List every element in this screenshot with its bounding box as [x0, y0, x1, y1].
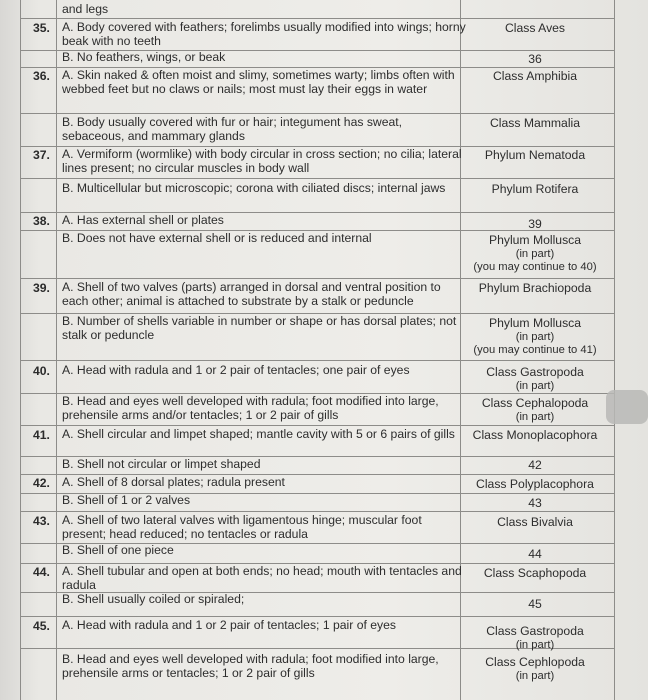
result-note: (in part) — [515, 331, 555, 343]
column-divider-number — [56, 0, 57, 700]
couplet-option-a: A. Body covered with feathers; forelimbs usually modified into wings; horny beak with no teeth — [62, 20, 466, 48]
row-divider — [20, 18, 614, 19]
couplet-option-a: A. Shell of two lateral valves with ligamentous hinge; muscular foot present; head reduced; no tentacles or radula — [62, 513, 422, 541]
result-note: (in part) — [515, 670, 555, 682]
couplet-result-b: Class Mammalia — [489, 116, 581, 130]
row-divider — [20, 616, 614, 617]
couplet-number: 45. — [33, 619, 50, 633]
couplet-number: 39. — [33, 281, 50, 295]
result-note: (you may continue to 40) — [473, 261, 597, 273]
result-taxon: Class Cephlopoda — [485, 655, 585, 669]
couplet-result-b: Phylum Rotifera — [491, 182, 579, 196]
carryover-text: and legs — [62, 2, 109, 16]
couplet-result-b — [460, 316, 610, 357]
result-taxon: Class Gastropoda — [486, 624, 584, 638]
couplet-result-a: Class Monoplacophora — [472, 428, 598, 442]
couplet-number: 35. — [33, 21, 50, 35]
couplet-option-b: B. Shell not circular or limpet shaped — [62, 457, 261, 471]
table-border-right — [614, 0, 615, 700]
result-note: (in part) — [515, 639, 555, 651]
couplet-number: 40. — [33, 364, 50, 378]
result-note: (you may continue to 41) — [473, 344, 597, 356]
couplet-result-a — [460, 365, 610, 393]
couplet-result-a: Phylum Brachiopoda — [478, 281, 592, 295]
couplet-number: 41. — [33, 428, 50, 442]
couplet-option-b: B. No feathers, wings, or beak — [62, 50, 226, 64]
result-taxon: Phylum Mollusca — [488, 316, 582, 330]
couplet-number: 43. — [33, 514, 50, 528]
couplet-result-a: Phylum Nematoda — [484, 148, 586, 162]
table-border-left — [20, 0, 21, 700]
result-taxon: Phylum Mollusca — [488, 233, 582, 247]
couplet-option-b: B. Number of shells variable in number or shape or has dorsal plates; not stalk or peduncle — [62, 314, 457, 342]
couplet-result-a: Class Bivalvia — [497, 515, 573, 529]
couplet-option-a: A. Has external shell or plates — [62, 213, 224, 227]
couplet-option-a: A. Shell of 8 dorsal plates; radula present — [62, 475, 285, 489]
couplet-result-a: Class Scaphopoda — [483, 566, 587, 580]
couplet-result-a: 39 — [528, 217, 542, 231]
couplet-option-a: A. Skin naked & often moist and slimy, sometimes warty; limbs often with webbed feet but no claws or nails; most must lay their eggs in water — [62, 68, 455, 96]
couplet-option-a: A. Head with radula and 1 or 2 pair of tentacles; 1 pair of eyes — [62, 618, 396, 632]
row-divider — [20, 178, 614, 179]
couplet-result-b: 43 — [528, 496, 542, 510]
couplet-number: 36. — [33, 69, 50, 83]
couplet-result-a — [460, 624, 610, 652]
scroll-thumb[interactable] — [606, 390, 648, 424]
couplet-result-b: 42 — [528, 458, 542, 472]
couplet-result-b: 45 — [528, 597, 542, 611]
couplet-result-a: Class Aves — [504, 21, 566, 35]
couplet-option-b: B. Shell usually coiled or spiraled; — [62, 592, 245, 606]
result-taxon: Class Cephalopoda — [481, 396, 589, 410]
couplet-option-b: B. Does not have external shell or is reduced and internal — [62, 231, 372, 245]
couplet-option-a: A. Shell tubular and open at both ends; no head; mouth with tentacles and radula — [62, 564, 462, 592]
row-divider — [20, 113, 614, 114]
couplet-option-b: B. Head and eyes well developed with radula; foot modified into large, prehensile arms or tentacles; 1 or 2 pair of gills — [62, 652, 439, 680]
couplet-option-a: A. Shell of two valves (parts) arranged in dorsal and ventral position to each other; animal is attached to substrate by a stalk or peduncle — [62, 280, 441, 308]
row-divider — [20, 360, 614, 361]
couplet-result-a: Class Polyplacophora — [476, 477, 594, 491]
couplet-option-b: B. Head and eyes well developed with radula; foot modified into large, prehensile arms and/or tentacles; 1 or 2 pair of gills — [62, 394, 439, 422]
couplet-number: 44. — [33, 565, 50, 579]
couplet-option-a: A. Vermiform (wormlike) with body circular in cross section; no cilia; lateral lines present; no circular muscles in body wall — [62, 147, 462, 175]
couplet-number: 37. — [33, 148, 50, 162]
couplet-option-b: B. Shell of one piece — [62, 543, 174, 557]
row-divider — [20, 278, 614, 279]
couplet-result-b: 36 — [528, 52, 542, 66]
couplet-number: 38. — [33, 214, 50, 228]
couplet-option-a: A. Shell circular and limpet shaped; mantle cavity with 5 or 6 pairs of gills — [62, 427, 455, 441]
couplet-option-b: B. Body usually covered with fur or hair; integument has sweat, sebaceous, and mammary glands — [62, 115, 403, 143]
row-divider — [20, 425, 614, 426]
couplet-number: 42. — [33, 476, 50, 490]
couplet-result-b — [460, 655, 610, 683]
result-note: (in part) — [515, 248, 555, 260]
result-note: (in part) — [515, 380, 555, 392]
couplet-option-b: B. Shell of 1 or 2 valves — [62, 493, 191, 507]
couplet-result-a: Class Amphibia — [493, 69, 577, 83]
couplet-option-a: A. Head with radula and 1 or 2 pair of tentacles; one pair of eyes — [62, 363, 410, 377]
couplet-result-b — [460, 233, 610, 274]
couplet-result-b: 44 — [528, 547, 542, 561]
couplet-result-b — [460, 396, 610, 424]
couplet-option-b: B. Multicellular but microscopic; corona with ciliated discs; internal jaws — [62, 181, 446, 195]
result-note: (in part) — [515, 411, 555, 423]
row-divider — [20, 511, 614, 512]
result-taxon: Class Gastropoda — [486, 365, 584, 379]
